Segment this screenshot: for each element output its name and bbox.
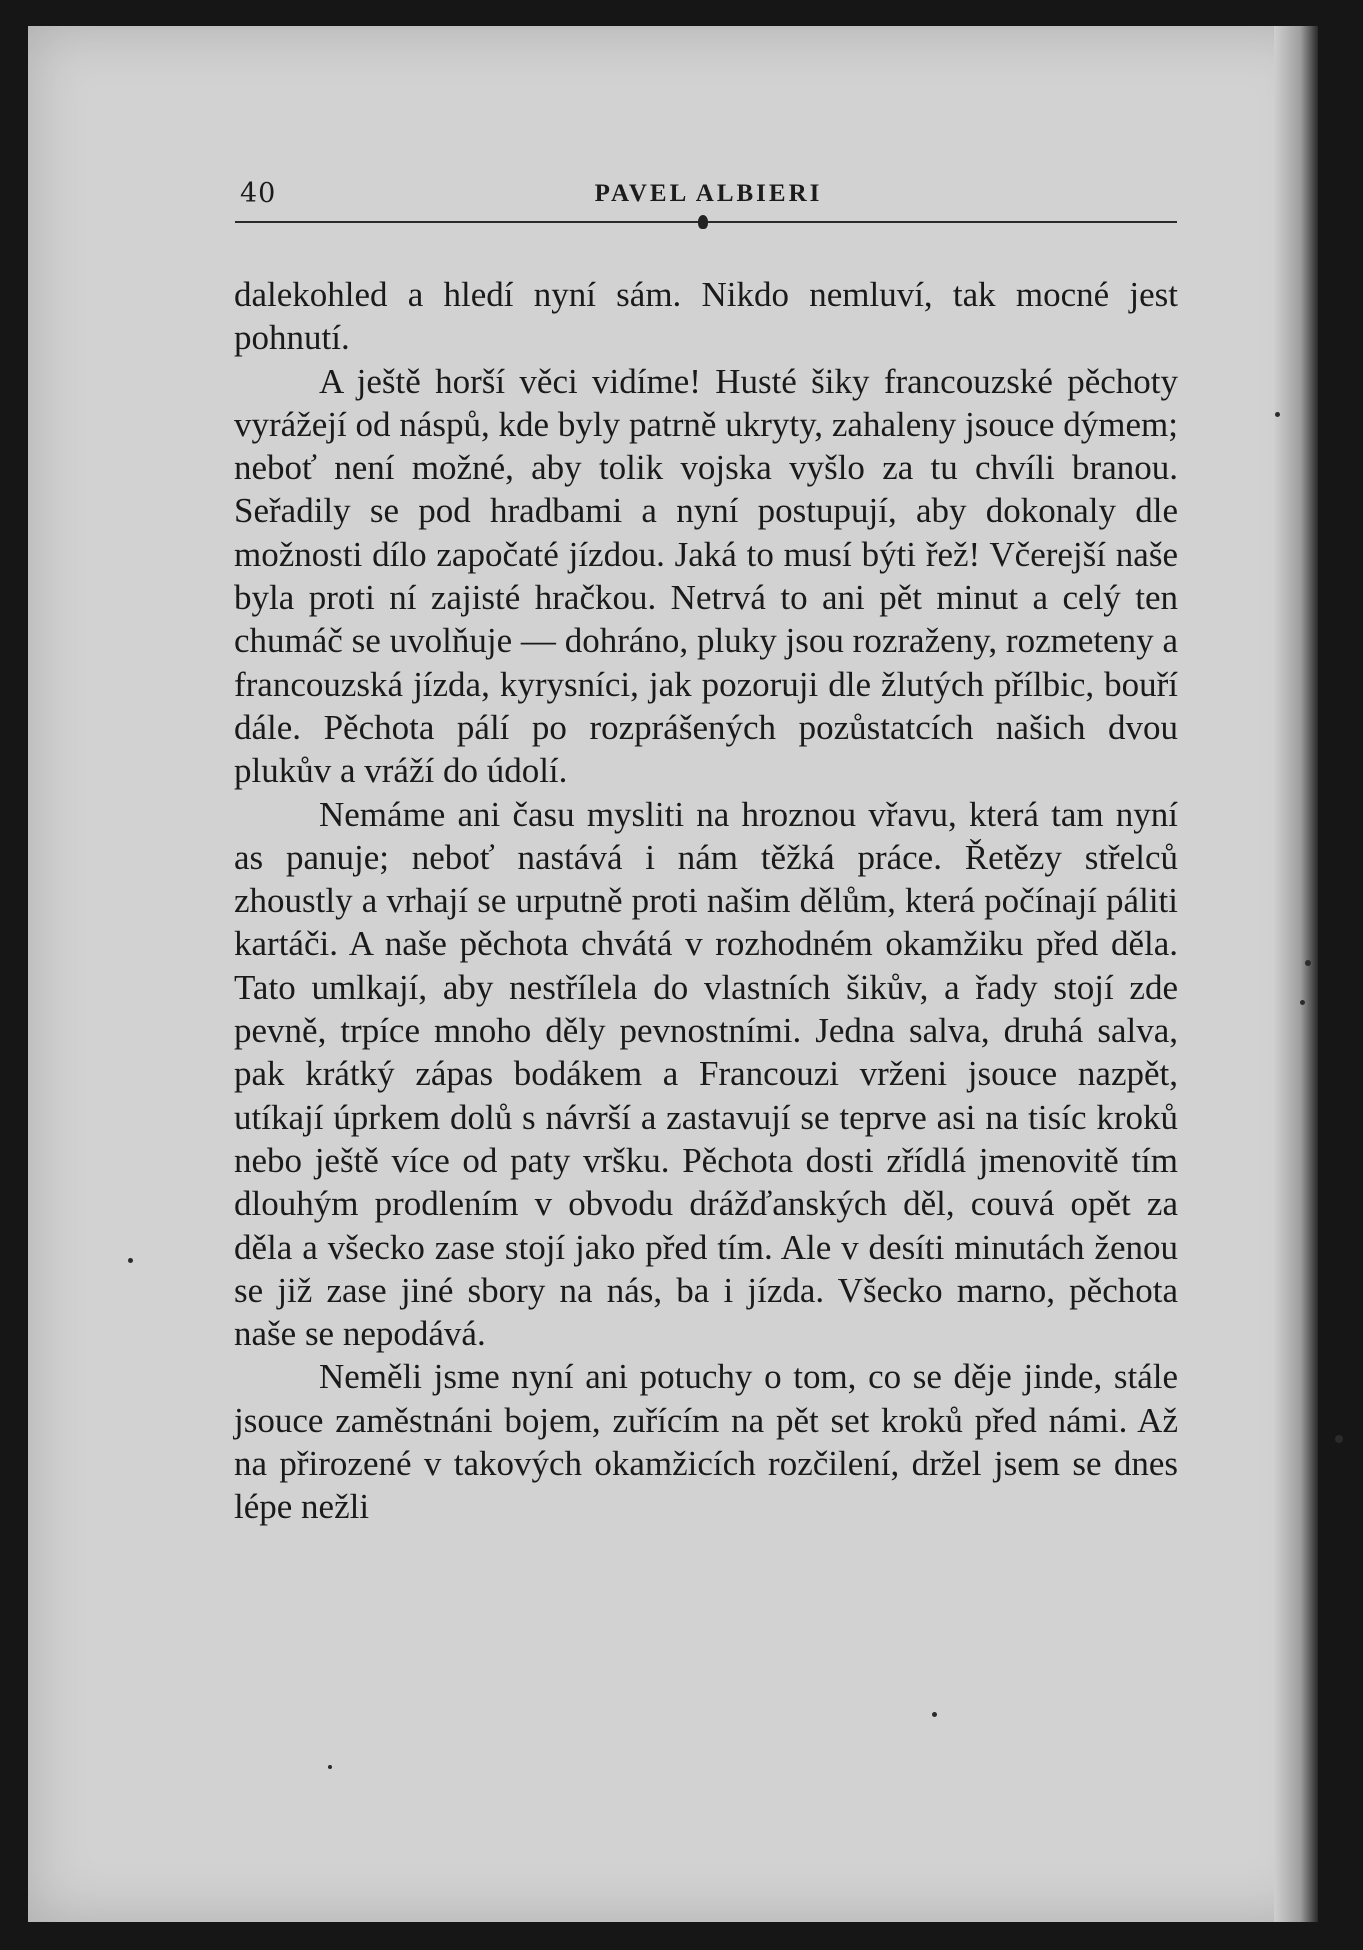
paragraph-3: Nemáme ani času mysliti na hroznou vřavu, která tam nyní as panuje; neboť nastává i nám těžká práce. Řetězy střelců zhoustly a vrhají se urputně proti našim dělům, která počínají páliti kartáči. A naše pěchota chvátá v rozhodném okamžiku před děla. Tato umlkají, aby nestřílela do vlastních šikův, a řady stojí zde pevně, trpíce mnoho děly pevnostními. Jedna salva, druhá salva, pak krátký zápas bodákem a Francouzi vrženi jsouce nazpět, utíkají úprkem dolů s návrší a zastavují se teprve asi na tisíc kroků nebo ještě více od paty vršku. Pěchota dosti zřídlá jmenovitě tím dlouhým prodlením v obvodu drážďanských děl, couvá opět za děla a všecko zase stojí jako před tím. Ale v desíti minutách ženou se již zase jiné sbory na nás, ba i jízda. Všecko marno, pěchota naše se nepodává. <box>234 794 1178 1354</box>
rule-ornament <box>698 215 708 229</box>
running-head <box>240 178 1177 218</box>
scan-speck <box>932 1712 937 1717</box>
scan-speck <box>328 1765 332 1769</box>
page-number: 40 <box>240 178 277 209</box>
scan-speck <box>1275 412 1280 417</box>
scan-speck <box>128 1258 133 1263</box>
scan-speck <box>1300 1000 1305 1005</box>
page-edge-shadow <box>1274 26 1318 1922</box>
running-title: PAVEL ALBIERI <box>594 180 823 207</box>
paragraph-2: A ještě horší věci vidíme! Husté šiky francouzské pěchoty vyrážejí od náspů, kde byly patrně ukryty, zahaleny jsouce dýmem; neboť není možné, aby tolik vojska vyšlo za tu chvíli branou. Seřadily se pod hradbami a nyní postupují, aby dokonaly dle možnosti dílo započaté jízdou. Jaká to musí býti řež! Včerejší naše byla proti ní zajisté hračkou. Netrvá to ani pět minut a celý ten chumáč se uvolňuje — dohráno, pluky jsou rozraženy, rozmeteny a francouzská jízda, kyrysníci, jak pozoruji dle žlutých přílbic, bouří dále. Pěchota pálí po rozprášených pozůstatcích našich dvou plukův a vráží do údolí. <box>234 361 1178 791</box>
scan-speck <box>1335 1435 1343 1443</box>
paragraph-4: Neměli jsme nyní ani potuchy o tom, co se děje jinde, stále jsouce zaměstnáni bojem, zuřícím na pět set kroků před námi. Až na přirozené v takových okamžicích rozčilení, držel jsem se dnes lépe nežli <box>234 1357 1178 1527</box>
paragraph-1: dalekohled a hledí nyní sám. Nikdo nemluví, tak mocné jest pohnutí. <box>234 275 1178 358</box>
scan-speck <box>1305 960 1311 966</box>
body-text <box>234 273 1178 1529</box>
